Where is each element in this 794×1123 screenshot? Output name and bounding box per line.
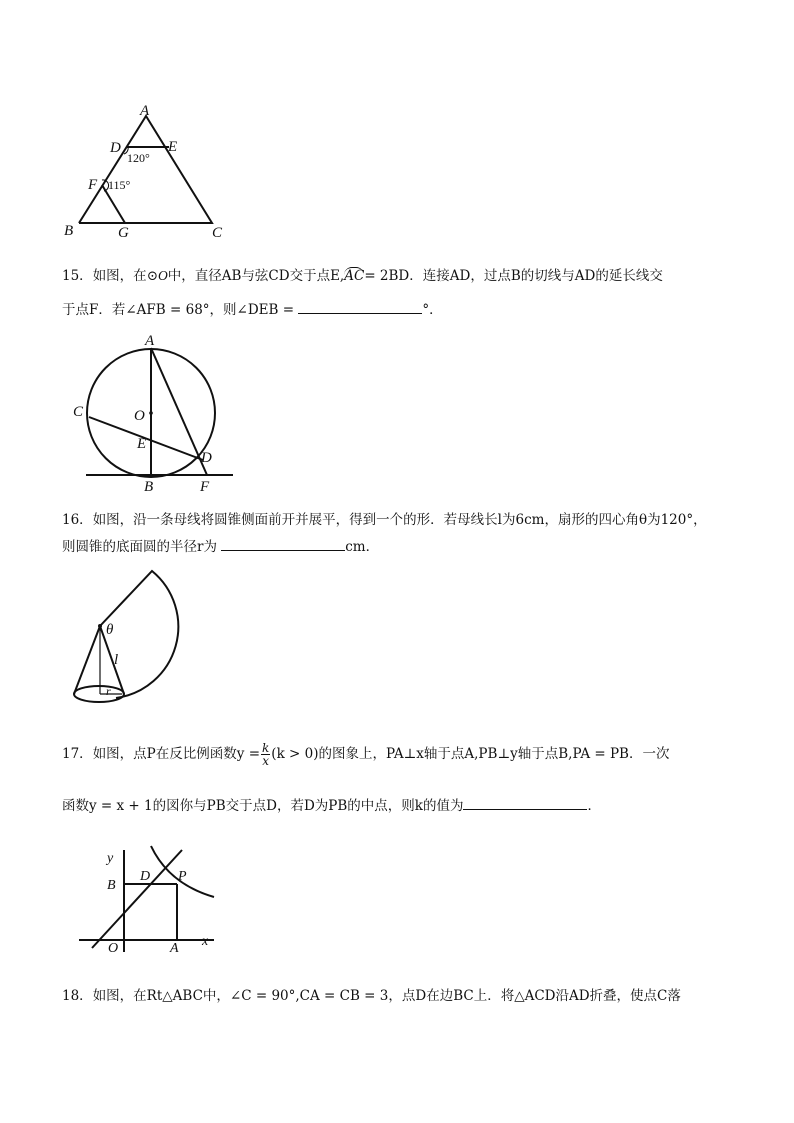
label-O: O [108, 941, 119, 955]
label-P: P [178, 869, 187, 884]
q18-number: 18． [62, 988, 93, 1004]
q17-number: 17． [62, 746, 93, 762]
question-18: 18．如图，在Rt△ABC中，∠C = 90°,CA = CB = 3，点D在边BC上．将△ACD沿AD折叠，使点C落 [62, 988, 681, 1004]
q16-number: 16． [62, 512, 93, 528]
fraction-k-over-x: $\frac{k}{x}$ [262, 741, 270, 768]
question-15: 15．如图，在⊙O中，直径AB与弦CD交于点E,AC= 2BD．连接AD，过点B的切线与AD的延长线交 [62, 268, 663, 284]
question-17-line2: 函数y = x + 1的図你与PB交于点D，若D为PB的中点，则k的值为 ． [62, 795, 601, 816]
arc-ac: AC [344, 268, 365, 284]
slant-l-label: l [114, 652, 119, 668]
q17-answer-blank[interactable] [463, 795, 587, 810]
label-C: C [73, 404, 84, 420]
question-17: 17．如图，点P在反比例函数y = $\frac{k}{x}$ (k > 0)的图象上，PA⊥x轴于点A,PB⊥y轴于点B,PA = PB．一次 [62, 741, 670, 768]
label-C: C [212, 225, 223, 241]
circle-symbol: ⊙ [146, 268, 158, 284]
label-O: O [134, 408, 145, 424]
angle-115-label: 115° [108, 178, 131, 192]
cone-figure [64, 566, 189, 711]
label-D: D [110, 140, 121, 156]
label-F: F [88, 177, 98, 193]
label-A: A [145, 333, 155, 349]
label-B: B [107, 878, 116, 893]
label-A: A [170, 941, 179, 955]
label-D: D [140, 869, 151, 884]
circle-figure [70, 333, 240, 493]
label-E: E [168, 139, 178, 155]
q15-answer-blank[interactable] [298, 299, 422, 314]
question-16-line2: 则圆锥的底面圆的半径r为 cm． [62, 536, 379, 557]
label-G: G [118, 225, 129, 241]
question-16: 16．如图，沿一条母线将圆锥侧面前开并展平，得到一个的形．若母线长l为6cm，扇形的四心角θ为120°， [62, 512, 707, 528]
triangle-figure [60, 100, 240, 245]
q15-number: 15． [62, 268, 93, 284]
label-B: B [144, 479, 154, 493]
axis-x-label: x [202, 934, 209, 949]
label-F: F [200, 479, 210, 493]
q16-answer-blank[interactable] [221, 536, 345, 551]
radius-r-label: r [106, 684, 111, 698]
question-15-line2: 于点F．若∠AFB = 68°，则∠DEB = °． [62, 299, 443, 320]
theta-label: θ [106, 622, 114, 638]
coordinate-figure [74, 840, 224, 955]
axis-y-label: y [107, 851, 114, 866]
label-E: E [137, 436, 147, 452]
label-A: A [140, 103, 150, 119]
label-D: D [201, 450, 212, 466]
label-B: B [64, 223, 74, 239]
angle-120-label: 120° [127, 151, 150, 165]
